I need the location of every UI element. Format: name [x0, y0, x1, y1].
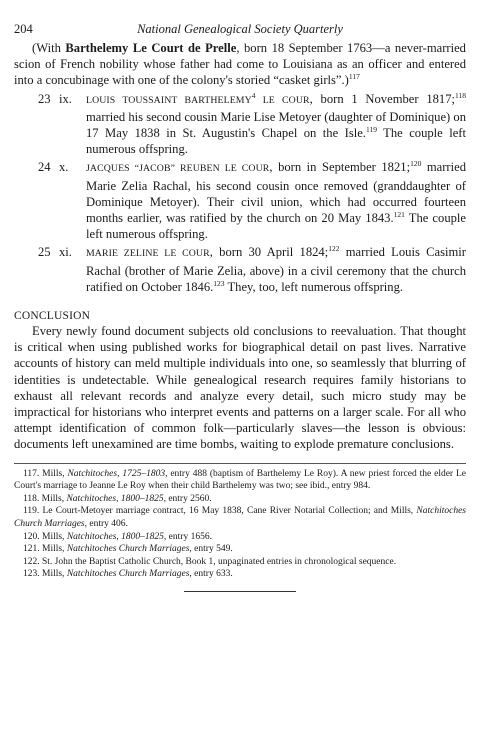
child-name: LOUIS TOUSSAINT BARTHELEMY — [86, 94, 252, 106]
footnote: 122. St. John the Baptist Catholic Church, Book 1, unpaginated entries in chronological sequence. — [23, 556, 397, 567]
footnote-ref: 119 — [365, 124, 377, 134]
person-name: Barthelemy Le Court de Prelle — [65, 41, 237, 55]
footnote-ref: 123 — [213, 278, 225, 288]
footnote-divider — [14, 463, 466, 464]
footnotes — [14, 468, 466, 581]
footnote: 118. Mills, Natchitoches, 1800–1825, entry 2560. — [23, 493, 212, 504]
child-entry-23: 23 ix. LOUIS TOUSSAINT BARTHELEMY$^4$ LE COUR, born 1 November 1817;$^{118}$ married his second cousin Marie Lise Metoyer (daughter of Dominique) on 17 May 1838 in St. Augustin's Chapel on the Isle.$^{119}$ The couple left numerous offspring. — [38, 90, 466, 157]
footnote: 123. Mills, Natchitoches Church Marriages, entry 633. — [23, 569, 233, 580]
intro-paragraph: (With Barthelemy Le Court de Prelle, born 18 September 1763—a never-married scion of French nobility whose father had come to Louisiana as an officer and entered into a concubinage with one of the colony's storied “casket girls”.)$^{117}$ — [14, 41, 466, 88]
footnote: 119. Le Court-Metoyer marriage contract, 16 May 1838, Cane River Notarial Collection; and Mills, Natchitoches Church Marriages, entry 406. — [14, 506, 466, 530]
conclusion-paragraph: Every newly found document subjects old conclusions to reevaluation. That thought is critical when using published works for biographical detail on past lives. Narrative accounts of history can meld multiple individuals into one, so seamlessly that blurring of identities is undetectable. While genealogical research requires family historians to exhaust all relevant records and analyze every detail, such micro study may be impractical for historians who interpret events and patterns on a larger scale. For all who attempt identification of common folk—particularly slaves—the lesson is obvious: documents left unexamined are time bombs, waiting to explode premature conclusions. — [14, 324, 466, 452]
document-page — [14, 22, 466, 592]
entry-number: 23 — [38, 91, 51, 106]
footnote-ref: 117 — [348, 72, 360, 82]
entry-roman: xi. — [59, 245, 72, 260]
child-surname: LE COUR — [255, 94, 310, 106]
footnote-ref: 122 — [328, 244, 340, 254]
footnote-ref: 118 — [455, 90, 466, 100]
entry-number: 25 — [38, 245, 51, 260]
running-header — [14, 22, 466, 40]
generation-number: 4 — [251, 90, 256, 100]
child-name: JACQUES “JACOB” REUBEN LE COUR — [86, 163, 270, 175]
footnote-ref: 121 — [393, 209, 405, 219]
entry-roman: x. — [59, 160, 69, 175]
footnote: 117. Mills, Natchitoches, 1725–1803, entry 488 (baptism of Barthelemy Le Roy). A new priest forced the elder Le Court's marriage to Jeanne Le Roy when their child Barthelemy was two; see ibid., entry 984. — [14, 468, 466, 492]
entry-number: 24 — [38, 160, 51, 175]
child-entry-25: 25 xi. MARIE ZELINE LE COUR, born 30 April 1824;$^{122}$ married Louis Casimir Rachal (brother of Marie Zelia, above) in a civil ceremony that the church ratified on October 1846.$^{123}$ They, too, left numerous offspring. — [38, 244, 466, 294]
page-number: 204 — [14, 22, 33, 36]
child-entry-24: 24 x. JACQUES “JACOB” REUBEN LE COUR, born in September 1821;$^{120}$ married Marie Zelia Rachal, his second cousin once removed (granddaughter of Dominique Metoyer). Their civil union, which had occurred fourteen months earlier, was ratified by the church on 20 May 1843.$^{121}$ The couple left numerous offspring. — [38, 159, 467, 242]
footnote-ref: 120 — [410, 159, 422, 169]
child-name: MARIE ZELINE LE COUR — [86, 248, 210, 260]
journal-title: National Genealogical Society Quarterly — [137, 22, 343, 36]
footnote: 121. Mills, Natchitoches Church Marriages, entry 549. — [23, 544, 233, 555]
end-divider — [184, 591, 296, 592]
conclusion-section — [14, 310, 466, 453]
entry-roman: ix. — [59, 91, 72, 106]
footnote: 120. Mills, Natchitoches, 1800–1825, entry 1656. — [23, 531, 212, 542]
section-heading: CONCLUSION — [14, 310, 91, 323]
